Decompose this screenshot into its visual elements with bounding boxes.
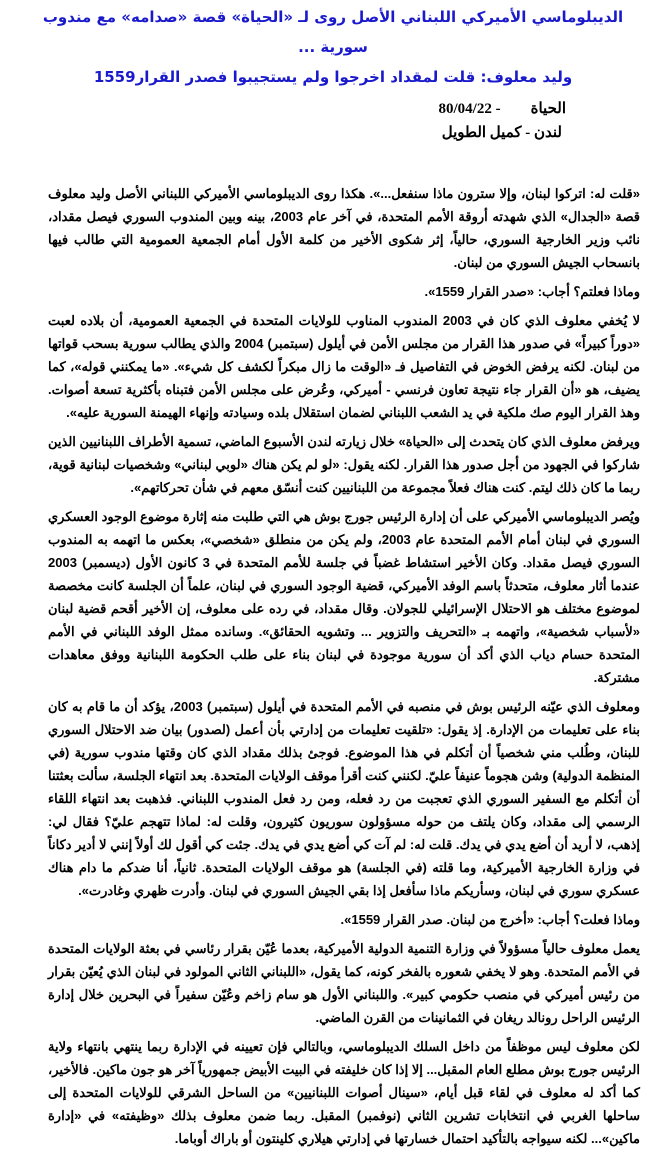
paragraph: ومعلوف الذي عيّنه الرئيس بوش في منصبه في الأمم المتحدة في أيلول (سبتمبر) 2003، يؤكد أن ما قام به كان بناء على تعليمات من الإدارة. إذ يقول: «تلقيت تعليمات من إدارتي بأن أعمل (لصدور) بيان ضد الاحتلال السوري للبنان، وطُلب مني شخصياً أن أتكلم في هذا الموضوع. فوجئ بذلك مقداد الذي كان وقتها مندوب سورية (في المنظمة الدولية) وشن هجوماً عنيفاً عليّ. لكنني كنت أقرأ موقف الولايات المتحدة. بعد انتهاء الجلسة، سألت بعثتنا أن أتكلم مع السفير السوري الذي تعجبت من رد فعله، ومن رد فعل المندوب اللبناني. فذهبت بعد انتهاء اللقاء الرسمي إلى مقداد، وكان يلتف من حوله مسؤولون سوريون كثيرون، وقلت له: لماذا تتهجم عليّ؟ فقال لي: إذهب، لا أريد أن أضع يدي في يدك. قلت له: لم آت كي أضع يدي في يدك. جئت كي أقول لك أولاً إنني لا أدير دكاناً في وزارة الخارجية الأميركية، وما قلته (في الجلسة) هو موقف الولايات المتحدة. ثانياً، أنا ضدكم ما دام هناك عسكري سوري في لبنان، وسأريكم ماذا سأفعل إذا بقي الجيش السوري في لبنان. وأدرت ظهري وغادرت». [48, 699, 640, 898]
article-meta [439, 97, 566, 145]
source-date-row [439, 97, 566, 121]
headline [0, 0, 666, 92]
publication-date: 80/04/22 [438, 101, 492, 117]
headline-line-2: وليد معلوف: قلت لمقداد اخرجوا ولم يستجيبوا فصدر القرار1559 [93, 68, 573, 86]
article-body [48, 182, 640, 1156]
paragraph: ويُصر الديبلوماسي الأميركي على أن إدارة الرئيس جورج بوش هي التي طلبت منه إثارة موضوع الوجود العسكري السوري في لبنان أمام الأمم المتحدة عام 2003، ولم يكن من منطلق «شخصي»، بعكس ما اتهمه به المندوب السوري فيصل مقداد. وكان الأخير استشاط غضباً في جلسة للأمم المتحدة في 3 كانون الأول (ديسمبر) 2003 عندما أثار معلوف، متحدثاً باسم الوفد الأميركي، قضية الوجود السوري في لبنان، علماً أن الجلسة كانت مخصصة لموضوع مختلف هو الاحتلال الإسرائيلي للجولان. وقال مقداد، في رده على معلوف، إن الأخير أقحم قضية لبنان «لأسباب شخصية»، واتهمه بـ «التحريف والتزوير ... وتشويه الحقائق». وسانده ممثل الوفد اللبناني في الأمم المتحدة حسام دياب الذي أكد أن سورية موجودة في لبنان بناء على طلب الحكومة اللبنانية ووفق معاهدات مشتركة. [48, 509, 640, 685]
source-name: الحياة [530, 101, 566, 117]
paragraph: يعمل معلوف حالياً مسؤولاً في وزارة التنمية الدولية الأميركية، بعدما عُيّن بقرار رئاسي في بعثة الولايات المتحدة في الأمم المتحدة. وهو لا يخفي شعوره بالفخر كونه، كما يقول، «اللبناني الثاني المولود في لبنان الذي يُعيّن بقرار من رئيس أميركي في منصب حكومي كبير». واللبناني الأول هو سام زاخم وعُيّن سفيراً في البحرين خلال إدارة الرئيس الراحل رونالد ريغان في الثمانينات من القرن الماضي. [48, 941, 640, 1025]
paragraph: لا يُخفي معلوف الذي كان في 2003 المندوب المناوب للولايات المتحدة في الجمعية العمومية، أن بلاده لعبت «دوراً كبيراً» في صدور هذا القرار من مجلس الأمن في أيلول (سبتمبر) 2004 والذي يطالب سورية بسحب قواتها من لبنان. لكنه يرفض الخوض في التفاصيل فـ «الوقت ما زال مبكراً لكشف كل شيء». «ما يمكنني قوله»، كما يضيف، هو «أن القرار جاء نتيجة تعاون فرنسي - أميركي، وعُرض على مجلس الأمن فتبناه بأكثرية تسعة أصوات. وهذ القرار اليوم صك ملكية في يد الشعب اللبناني لضمان استقلال بلده وسيادته وإنهاء الهيمنة السورية عليه». [48, 313, 640, 420]
date-separator: - [495, 101, 501, 117]
paragraph: ويرفض معلوف الذي كان يتحدث إلى «الحياة» خلال زيارته لندن الأسبوع الماضي، تسمية الأطراف اللبنانيين الذين شاركوا في الجهود من أجل صدور هذا القرار. لكنه يقول: «لو لم يكن هناك «لوبي لبناني» وشخصيات لبنانية قوية، ربما ما كان ذلك ليتم. كنت هناك فعلاً مجموعة من اللبنانيين كنت أنسّق معهم في شأن تحركاتهم». [48, 434, 640, 495]
byline: لندن - كميل الطويل [441, 125, 562, 141]
headline-line-1: الديبلوماسي الأميركي اللبناني الأصل روى لـ «الحياة» قصة «صدامه» مع مندوب سورية ... [42, 8, 624, 56]
paragraph: لكن معلوف ليس موظفاً من داخل السلك الديبلوماسي، وبالتالي فإن تعيينه في الإدارة ربما ينتهي بانتهاء ولاية الرئيس جورج بوش مطلع العام المقبل... إلا إذا كان خليفته في البيت الأبيض جمهورياً آخر هو جون ماكين. فالأخير، كما أكد له معلوف في لقاء قبل أيام، «سينال أصوات اللبنانيين» من الساحل الشرقي للولايات المتحدة إلى ساحلها الغربي في انتخابات تشرين الثاني (نوفمبر) المقبل. ربما ضمن معلوف بذلك «وظيفته» في «إدارة ماكين»... لكنه سيواجه بالتأكيد احتمال خسارتها في إدارتي هيلاري كلينتون أو باراك أوباما. [48, 1039, 640, 1146]
paragraph: «قلت له: اتركوا لبنان، وإلا سترون ماذا سنفعل...». هكذا روى الديبلوماسي الأميركي اللبناني الأصل وليد معلوف قصة «الجدال» الذي شهدته أروقة الأمم المتحدة، في آخر عام 2003، بينه وبين المندوب السوري فيصل مقداد، نائب وزير الخارجية السوري، حالياً، إثر شكوى الأخير من كلمة الأول أمام الجمعية العمومية التي طالب فيها بانسحاب الجيش السوري من لبنان. [48, 186, 640, 270]
paragraph: وماذا فعلت؟ أجاب: «أخرج من لبنان. صدر القرار 1559». [340, 912, 640, 927]
paragraph: وماذا فعلتم؟ أجاب: «صدر القرار 1559». [424, 284, 640, 299]
